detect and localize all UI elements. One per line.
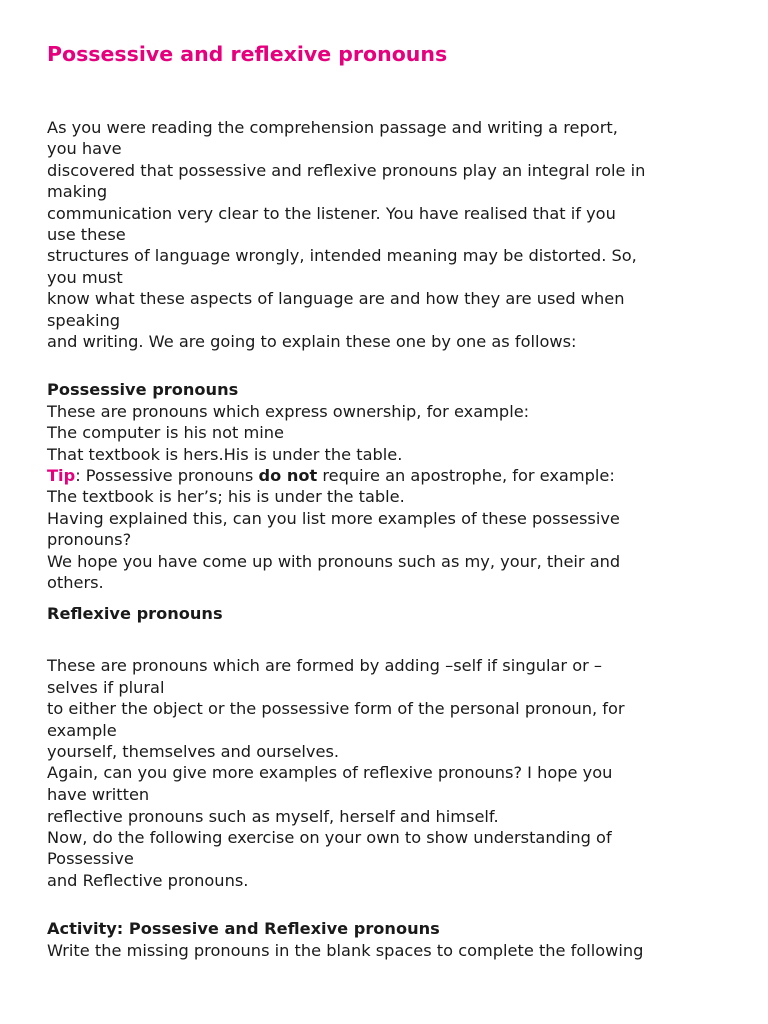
intro-line: use these xyxy=(47,225,126,244)
intro-line: As you were reading the comprehension passage and writing a report, xyxy=(47,118,618,137)
page-title: Possessive and reflexive pronouns xyxy=(47,42,448,66)
possessive-line: We hope you have come up with pronouns such as my, your, their and xyxy=(47,552,621,571)
possessive-line: others. xyxy=(47,573,104,592)
tip-rest: require an apostrophe, for example: xyxy=(317,466,615,485)
intro-line: discovered that possessive and reflexive pronouns play an integral role in xyxy=(47,161,646,180)
tip-emphasis: do not xyxy=(258,466,318,485)
reflexive-line: to either the object or the possessive form of the personal pronoun, for xyxy=(47,699,625,718)
reflexive-line: Possessive xyxy=(47,849,134,868)
possessive-line: That textbook is hers.His is under the table. xyxy=(47,445,403,464)
reflexive-line: selves if plural xyxy=(47,678,165,697)
possessive-line: Having explained this, can you list more examples of these possessive xyxy=(47,509,620,528)
reflexive-line: Again, can you give more examples of reflexive pronouns? I hope you xyxy=(47,763,613,782)
reflexive-line: and Reflective pronouns. xyxy=(47,871,249,890)
intro-line: know what these aspects of language are and how they are used when xyxy=(47,289,625,308)
intro-line: speaking xyxy=(47,311,120,330)
tip-line xyxy=(47,465,615,486)
reflexive-line: reflective pronouns such as myself, herself and himself. xyxy=(47,807,499,826)
reflexive-line: example xyxy=(47,721,117,740)
possessive-line: These are pronouns which express ownership, for example: xyxy=(47,402,530,421)
intro-line: communication very clear to the listener. You have realised that if you xyxy=(47,204,616,223)
activity-heading: Activity: Possesive and Reflexive pronouns xyxy=(47,919,440,938)
possessive-heading: Possessive pronouns xyxy=(47,380,239,399)
reflexive-line: yourself, themselves and ourselves. xyxy=(47,742,340,761)
intro-line: structures of language wrongly, intended meaning may be distorted. So, xyxy=(47,246,637,265)
intro-line: and writing. We are going to explain these one by one as follows: xyxy=(47,332,577,351)
possessive-line: The textbook is her’s; his is under the table. xyxy=(47,487,405,506)
reflexive-line: Now, do the following exercise on your own to show understanding of xyxy=(47,828,612,847)
intro-line: you have xyxy=(47,139,122,158)
activity-line: Write the missing pronouns in the blank spaces to complete the following xyxy=(47,941,644,960)
intro-line: making xyxy=(47,182,108,201)
possessive-line: pronouns? xyxy=(47,530,132,549)
reflexive-line: have written xyxy=(47,785,150,804)
tip-label: Tip xyxy=(47,466,76,485)
possessive-line: The computer is his not mine xyxy=(47,423,285,442)
reflexive-heading: Reflexive pronouns xyxy=(47,604,223,623)
tip-separator: : Possessive pronouns xyxy=(75,466,259,485)
reflexive-line: These are pronouns which are formed by adding –self if singular or – xyxy=(47,656,603,675)
intro-line: you must xyxy=(47,268,123,287)
